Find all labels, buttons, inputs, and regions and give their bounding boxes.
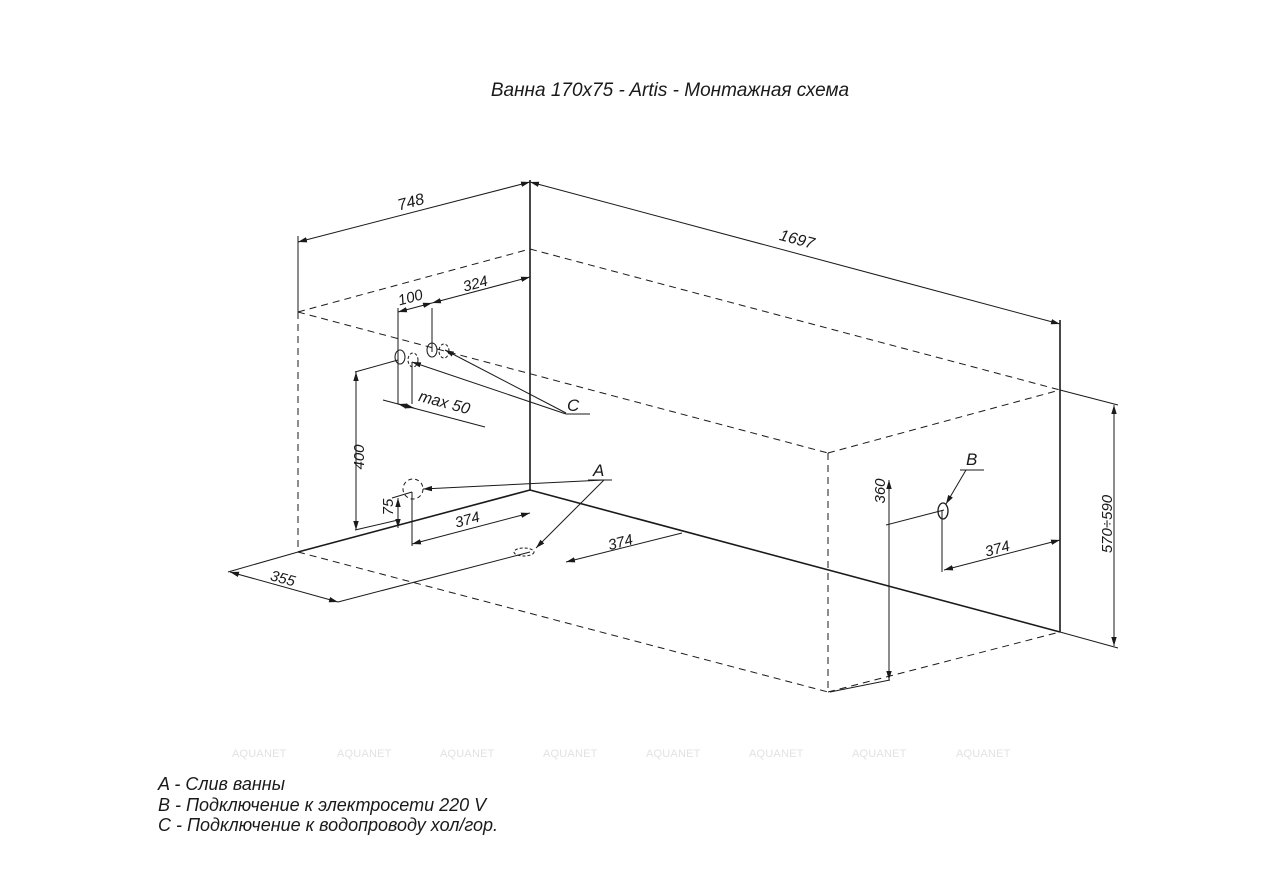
water-connection-symbols <box>395 343 449 367</box>
callout-c-label: C <box>567 396 580 415</box>
diagram-title: Ванна 170x75 - Artis - Монтажная схема <box>490 80 850 101</box>
watermark-text: AQUANET <box>232 748 287 760</box>
wall-lines-solid <box>298 180 1060 632</box>
legend-item-b: B - Подключение к электросети 220 V <box>158 794 487 815</box>
dimension-lines <box>230 182 1114 680</box>
legend-item-c: C - Подключение к водопроводу хол/гор. <box>158 815 499 835</box>
dim-height-label: 570÷590 <box>1099 494 1116 554</box>
dim-324-label: 324 <box>461 272 490 296</box>
legend-item-a: A - Слив ванны <box>158 774 285 794</box>
dim-360-label: 360 <box>872 478 889 504</box>
dim-400-label: 400 <box>351 444 368 470</box>
callout-b-label: B <box>966 450 978 469</box>
watermark-text: AQUANET <box>852 748 907 760</box>
dim-75-label: 75 <box>380 498 397 516</box>
dim-width-label: 748 <box>395 191 427 215</box>
watermark-text: AQUANET <box>440 748 495 760</box>
callout-a-label: A <box>593 461 605 480</box>
watermark-text: AQUANET <box>956 748 1011 760</box>
dim-355-label: 355 <box>268 567 298 591</box>
dim-100-label: 100 <box>396 286 425 310</box>
floor-drain-symbol <box>514 548 534 556</box>
dim-length-label: 1697 <box>777 227 817 253</box>
dim-374-mid-label: 374 <box>606 531 635 555</box>
dim-374-right-label: 374 <box>983 537 1012 561</box>
watermark-strip <box>0 748 1265 766</box>
legend <box>158 774 498 836</box>
leader-lines <box>412 350 984 548</box>
drain-symbol <box>403 479 423 499</box>
watermark-text: AQUANET <box>749 748 804 760</box>
watermark-text: AQUANET <box>646 748 701 760</box>
tub-outline-dashed <box>298 249 1060 692</box>
dim-374-left-label: 374 <box>453 508 482 532</box>
watermark-text: AQUANET <box>337 748 392 760</box>
dim-max50-label: max 50 <box>416 388 472 419</box>
watermark-text: AQUANET <box>543 748 598 760</box>
